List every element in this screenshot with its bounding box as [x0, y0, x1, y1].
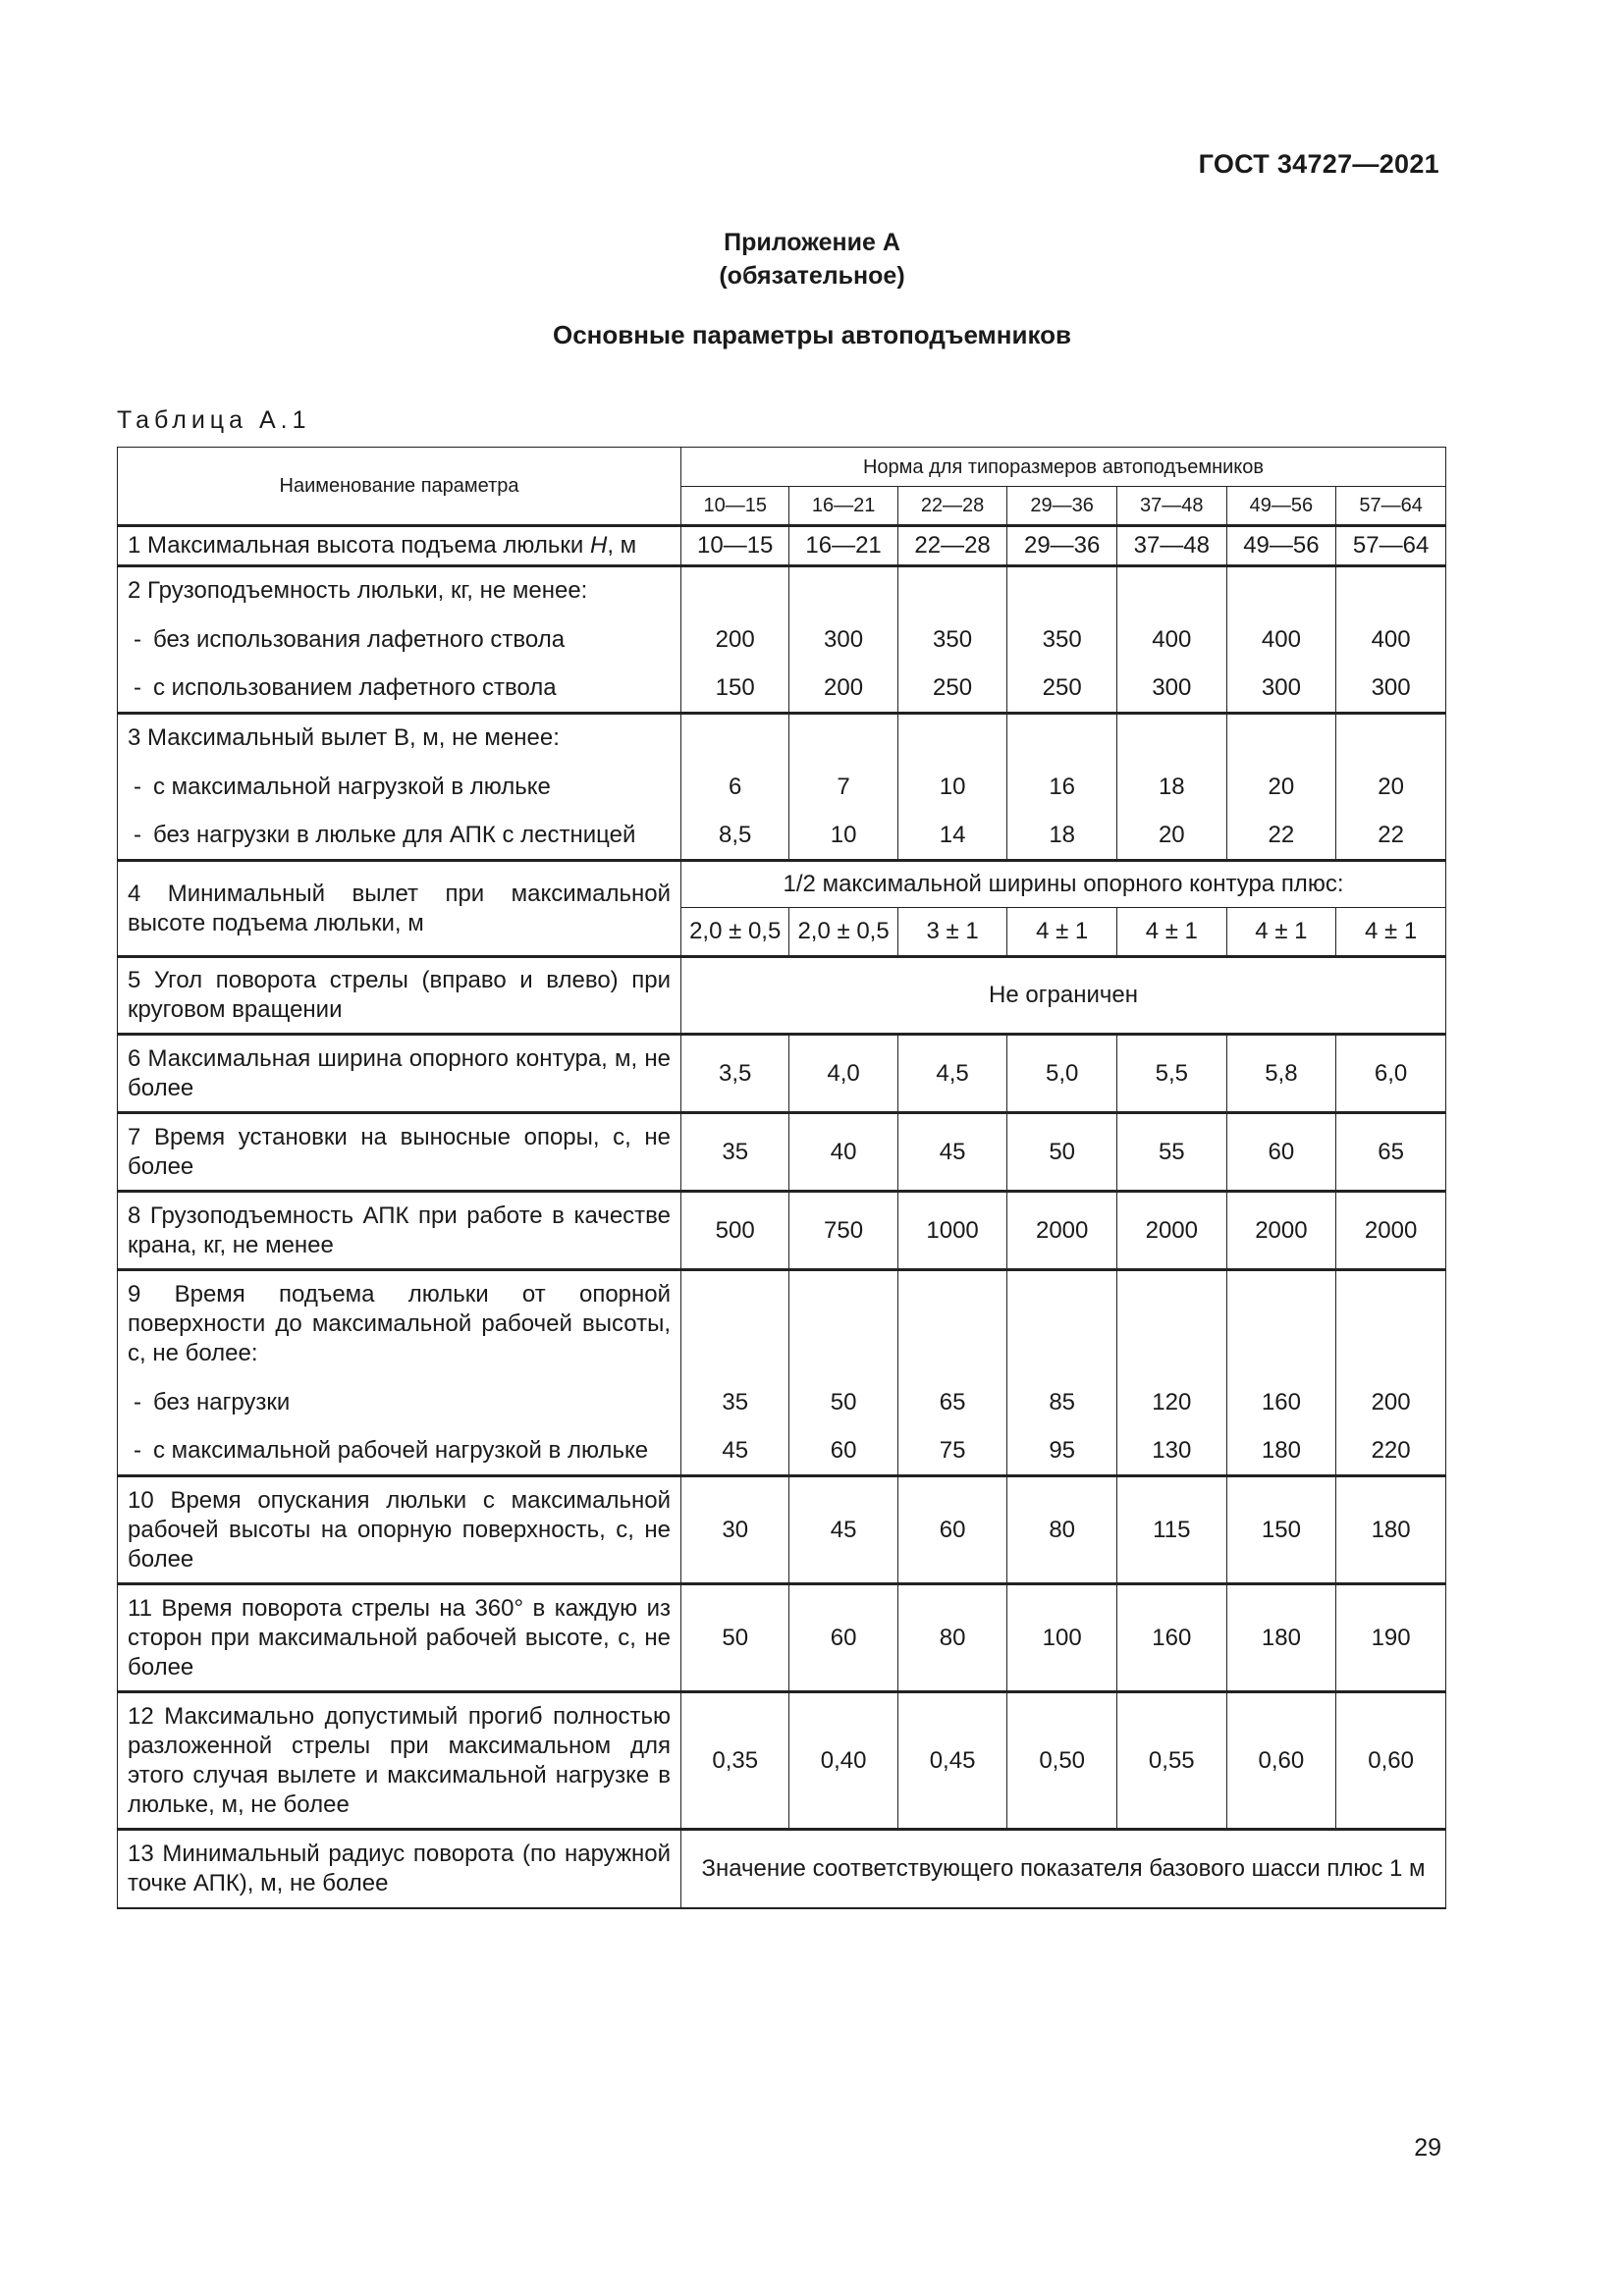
param-row-5 — [118, 957, 1446, 1035]
value-cell: 30 — [681, 1476, 789, 1584]
value-cell: 20 — [1336, 763, 1446, 812]
param-row-13 — [118, 1830, 1446, 1908]
value-cell: 100 — [1007, 1584, 1117, 1692]
value-cell: 50 — [1007, 1113, 1117, 1192]
value-cell: 180 — [1226, 1584, 1336, 1692]
value-cell: 115 — [1116, 1476, 1226, 1584]
param-row-11 — [118, 1584, 1446, 1692]
value-cell: 400 — [1116, 615, 1226, 665]
value-cell: 200 — [789, 665, 897, 714]
value-cell: 300 — [1226, 665, 1336, 714]
value-cell: 45 — [681, 1427, 789, 1476]
value-cell: 160 — [1226, 1378, 1336, 1427]
value-cell: 4 ± 1 — [1336, 908, 1446, 957]
value-cell: 1000 — [897, 1192, 1007, 1270]
value-cell: 3,5 — [681, 1035, 789, 1113]
value-cell: 4 ± 1 — [1007, 908, 1117, 957]
param-row-3 — [118, 714, 1446, 861]
value-cell: 5,8 — [1226, 1035, 1336, 1113]
value-cell: 120 — [1116, 1378, 1226, 1427]
param-name: 10 Время опускания люльки с максимальной рабочей высоты на опорную поверхность, с, не более — [118, 1476, 681, 1584]
document-code: ГОСТ 34727—2021 — [1198, 149, 1439, 179]
value-cell: 4 ± 1 — [1226, 908, 1336, 957]
value-cell: 2000 — [1116, 1192, 1226, 1270]
value-cell: 45 — [897, 1113, 1007, 1192]
size-header: 10—15 — [681, 487, 789, 526]
value-cell: 250 — [1007, 665, 1117, 714]
param-name: 12 Максимально допустимый прогиб полностью разложенной стрелы при максимальном для этого случая вылете и максимальной нагрузке в люльке, м, не более — [118, 1692, 681, 1830]
value-cell: 2000 — [1336, 1192, 1446, 1270]
value-cell: 6,0 — [1336, 1035, 1446, 1113]
table-header — [118, 448, 1446, 526]
value-cell: 60 — [1226, 1113, 1336, 1192]
param-row-1 — [118, 526, 1446, 566]
value-cell: 75 — [897, 1427, 1007, 1476]
sub-param-name: - с максимальной нагрузкой в люльке — [118, 763, 681, 812]
value-cell: 8,5 — [681, 812, 789, 861]
sub-param-name: - без нагрузки в люльке для АПК с лестницей — [118, 812, 681, 861]
param-row-6 — [118, 1035, 1446, 1113]
value-cell: 300 — [1116, 665, 1226, 714]
param-row-9 — [118, 1270, 1446, 1476]
value-cell: 29—36 — [1007, 526, 1117, 566]
value-cell: 40 — [789, 1113, 897, 1192]
value-cell: 80 — [1007, 1476, 1117, 1584]
value-cell: 10 — [789, 812, 897, 861]
value-cell: 750 — [789, 1192, 897, 1270]
value-cell: 16 — [1007, 763, 1117, 812]
parameters-table — [117, 447, 1446, 1909]
value-cell: 85 — [1007, 1378, 1117, 1427]
value-cell: 160 — [1116, 1584, 1226, 1692]
value-cell: 0,45 — [897, 1692, 1007, 1830]
value-cell: 0,55 — [1116, 1692, 1226, 1830]
value-cell: 4 ± 1 — [1116, 908, 1226, 957]
value-cell: 350 — [1007, 615, 1117, 665]
norm-header: Норма для типоразмеров автоподъемников — [681, 448, 1446, 487]
value-cell: 35 — [681, 1378, 789, 1427]
value-cell: 80 — [897, 1584, 1007, 1692]
value-cell: 10—15 — [681, 526, 789, 566]
value-cell: 20 — [1226, 763, 1336, 812]
value-cell: 95 — [1007, 1427, 1117, 1476]
value-cell: 150 — [681, 665, 789, 714]
value-cell: 2000 — [1007, 1192, 1117, 1270]
value-cell: 0,35 — [681, 1692, 789, 1830]
param-row-4 — [118, 861, 1446, 957]
sub-param-name: - без использования лафетного ствола — [118, 615, 681, 665]
value-cell: 300 — [789, 615, 897, 665]
appendix-heading — [0, 226, 1624, 293]
value-cell: 0,50 — [1007, 1692, 1117, 1830]
value-cell: 2000 — [1226, 1192, 1336, 1270]
param-name: 2 Грузоподъемность люльки, кг, не менее: — [118, 566, 681, 615]
value-cell: 49—56 — [1226, 526, 1336, 566]
value-cell: 7 — [789, 763, 897, 812]
param-name: 4 Минимальный вылет при максимальной высоте подъема люльки, м — [118, 861, 681, 957]
appendix-title: Приложение А — [724, 229, 900, 256]
value-cell: 220 — [1336, 1427, 1446, 1476]
value-cell: 50 — [681, 1584, 789, 1692]
value-cell: 45 — [789, 1476, 897, 1584]
value-cell: 3 ± 1 — [897, 908, 1007, 957]
value-cell: 14 — [897, 812, 1007, 861]
value-cell: 37—48 — [1116, 526, 1226, 566]
param-name: 13 Минимальный радиус поворота (по наружной точке АПК), м, не более — [118, 1830, 681, 1908]
value-cell: 150 — [1226, 1476, 1336, 1584]
merged-value: Не ограничен — [681, 957, 1446, 1035]
value-cell: 35 — [681, 1113, 789, 1192]
value-cell: 2,0 ± 0,5 — [681, 908, 789, 957]
value-cell: 60 — [789, 1427, 897, 1476]
value-cell: 55 — [1116, 1113, 1226, 1192]
param-row-7 — [118, 1113, 1446, 1192]
value-cell: 22—28 — [897, 526, 1007, 566]
size-header: 29—36 — [1007, 487, 1117, 526]
value-cell: 130 — [1116, 1427, 1226, 1476]
value-cell: 5,0 — [1007, 1035, 1117, 1113]
merged-value: Значение соответствующего показателя базового шасси плюс 1 м — [681, 1830, 1446, 1908]
value-cell: 18 — [1116, 763, 1226, 812]
value-cell: 22 — [1226, 812, 1336, 861]
value-cell: 20 — [1116, 812, 1226, 861]
param-name: 3 Максимальный вылет В, м, не менее: — [118, 714, 681, 763]
param-name: 11 Время поворота стрелы на 360° в каждую из сторон при максимальной рабочей высоте, с, не более — [118, 1584, 681, 1692]
size-header: 49—56 — [1226, 487, 1336, 526]
value-cell: 0,60 — [1226, 1692, 1336, 1830]
param-name: 6 Максимальная ширина опорного контура, м, не более — [118, 1035, 681, 1113]
size-header: 37—48 — [1116, 487, 1226, 526]
value-cell: 4,5 — [897, 1035, 1007, 1113]
value-cell: 400 — [1336, 615, 1446, 665]
value-cell: 400 — [1226, 615, 1336, 665]
param-name: 8 Грузоподъемность АПК при работе в качестве крана, кг, не менее — [118, 1192, 681, 1270]
value-cell: 65 — [1336, 1113, 1446, 1192]
param-row-8 — [118, 1192, 1446, 1270]
value-cell: 180 — [1226, 1427, 1336, 1476]
value-cell: 300 — [1336, 665, 1446, 714]
value-cell: 57—64 — [1336, 526, 1446, 566]
value-cell: 190 — [1336, 1584, 1446, 1692]
value-cell: 200 — [681, 615, 789, 665]
merged-value: 1/2 максимальной ширины опорного контура плюс: — [681, 861, 1446, 908]
size-header: 16—21 — [789, 487, 897, 526]
param-name-header: Наименование параметра — [118, 448, 681, 526]
value-cell: 65 — [897, 1378, 1007, 1427]
page-number: 29 — [1414, 2134, 1441, 2162]
value-cell: 10 — [897, 763, 1007, 812]
value-cell: 2,0 ± 0,5 — [789, 908, 897, 957]
param-name: 7 Время установки на выносные опоры, с, не более — [118, 1113, 681, 1192]
value-cell: 60 — [789, 1584, 897, 1692]
sub-param-name: - с максимальной рабочей нагрузкой в люльке — [118, 1427, 681, 1476]
appendix-status: (обязательное) — [719, 262, 905, 290]
param-name: 5 Угол поворота стрелы (вправо и влево) при круговом вращении — [118, 957, 681, 1035]
value-cell: 350 — [897, 615, 1007, 665]
value-cell: 250 — [897, 665, 1007, 714]
sub-param-name: - с использованием лафетного ствола — [118, 665, 681, 714]
sub-param-name: - без нагрузки — [118, 1378, 681, 1427]
value-cell: 6 — [681, 763, 789, 812]
param-name: 9 Время подъема люльки от опорной поверхности до максимальной рабочей высоты, с, не более: — [118, 1270, 681, 1378]
value-cell: 180 — [1336, 1476, 1446, 1584]
param-row-2 — [118, 566, 1446, 714]
param-name: 1 Максимальная высота подъема люльки H, м — [118, 526, 681, 566]
page-title: Основные параметры автоподъемников — [552, 320, 1072, 349]
value-cell: 60 — [897, 1476, 1007, 1584]
value-cell: 50 — [789, 1378, 897, 1427]
value-cell: 18 — [1007, 812, 1117, 861]
value-cell: 0,60 — [1336, 1692, 1446, 1830]
param-row-10 — [118, 1476, 1446, 1584]
value-cell: 0,40 — [789, 1692, 897, 1830]
value-cell: 4,0 — [789, 1035, 897, 1113]
value-cell: 5,5 — [1116, 1035, 1226, 1113]
param-row-12 — [118, 1692, 1446, 1830]
value-cell: 22 — [1336, 812, 1446, 861]
value-cell: 500 — [681, 1192, 789, 1270]
value-cell: 16—21 — [789, 526, 897, 566]
value-cell: 200 — [1336, 1378, 1446, 1427]
size-header: 22—28 — [897, 487, 1007, 526]
size-header: 57—64 — [1336, 487, 1446, 526]
table-caption: Таблица А.1 — [117, 406, 311, 434]
